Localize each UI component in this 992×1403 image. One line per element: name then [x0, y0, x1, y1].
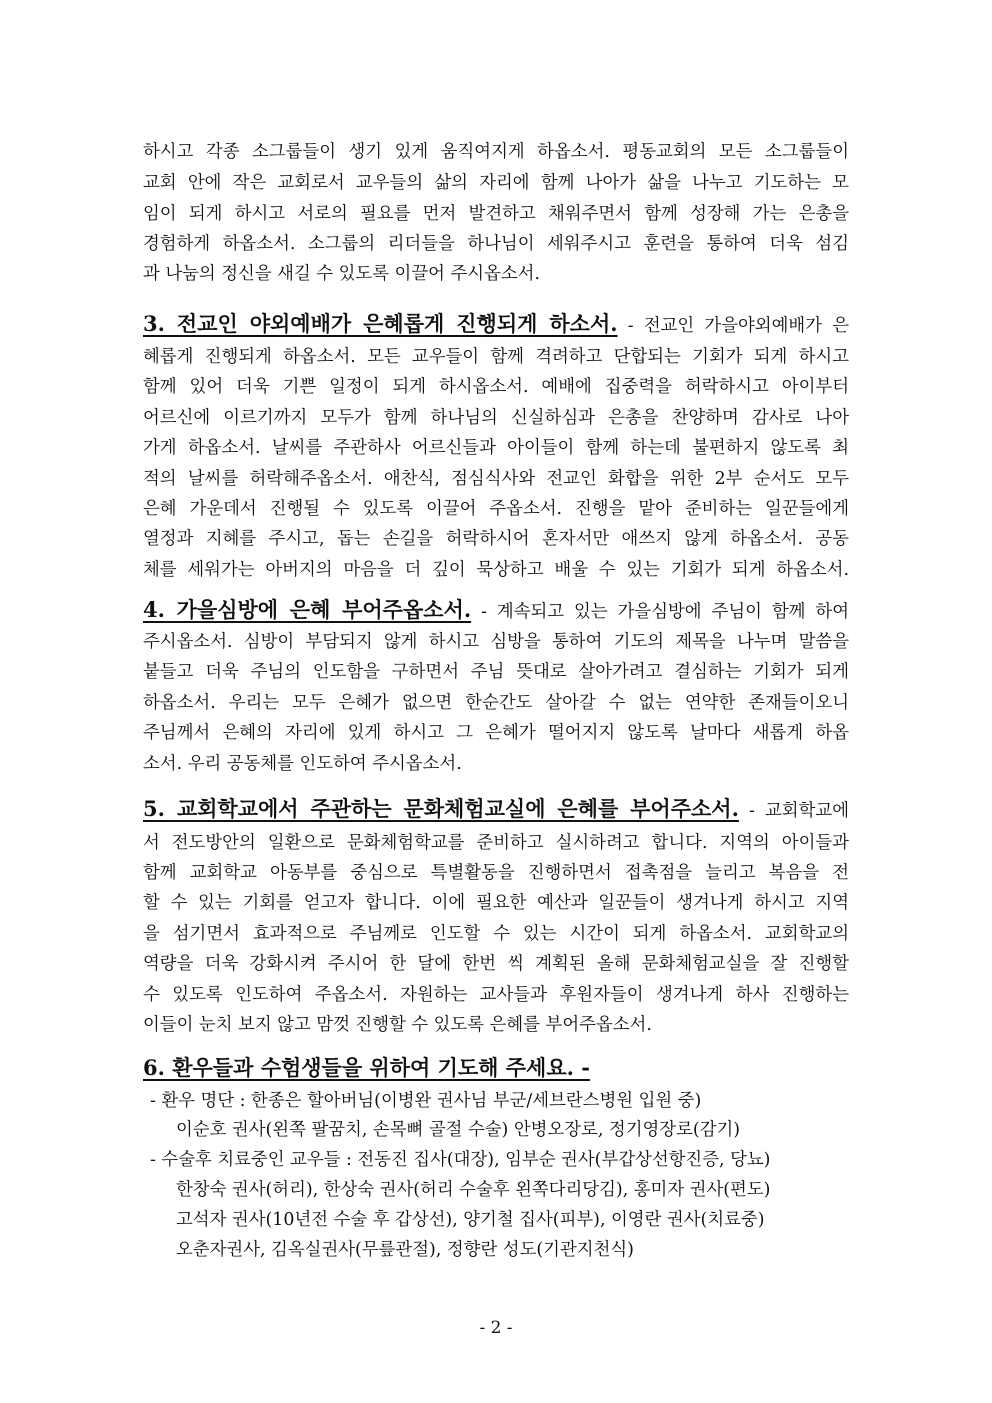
section-heading-line: [143, 1055, 849, 1080]
intro-line: 하시고 각종 소그룹들이 생기 있게 움직여지게 하옵소서. 평동교회의 모든 소그룹들이: [143, 142, 849, 162]
intro-line: 교회 안에 작은 교회로서 교우들의 삶의 자리에 함께 나아가 삶을 나누고 기도하는 모: [143, 173, 849, 193]
section-heading-rest: - 전교인 가을야외예배가 은: [627, 316, 849, 336]
section-line: 역량을 더욱 강화시켜 주시어 한 달에 한번 씩 계획된 올해 문화체험교실을 잘 진행할: [143, 954, 849, 974]
section-line: 어르신에 이르기까지 모두가 함께 하나님의 신실하심과 은총을 찬양하며 감사로 나아: [143, 408, 849, 428]
section-line: 혜롭게 진행되게 하옵소서. 모든 교우들이 함께 격려하고 단합되는 기회가 되게 하시고: [143, 347, 849, 367]
intro-line: 과 나눔의 정신을 새길 수 있도록 이끌어 주시옵소서.: [143, 264, 541, 284]
section-line: 주님께서 은혜의 자리에 있게 하시고 그 은혜가 떨어지지 않도록 날마다 새롭게 하옵: [143, 723, 849, 743]
section-heading-line: [143, 311, 849, 336]
page-number: - 2 -: [479, 1318, 513, 1338]
patients-list-continued: 이순호 권사(왼쪽 팔꿈치, 손목뼈 골절 수술) 안병오장로, 정기영장로(감기): [176, 1120, 741, 1140]
section-heading: 3. 전교인 야외예배가 은혜롭게 진행되게 하소서.: [143, 311, 618, 336]
treatment-list-continued: 고석자 권사(10년전 수술 후 갑상선), 양기철 집사(피부), 이영란 권사(치료중): [176, 1210, 765, 1230]
treatment-list-continued: 한창숙 권사(허리), 한상숙 권사(허리 수술후 왼쪽다리당김), 홍미자 권사(편도): [176, 1180, 771, 1200]
section-heading: 5. 교회학교에서 주관하는 문화체험교실에 은혜를 부어주소서.: [143, 796, 739, 821]
section-heading-rest: - 계속되고 있는 가을심방에 주님이 함께 하여: [481, 602, 850, 622]
section-line: 수 있도록 인도하여 주옵소서. 자원하는 교사들과 후원자들이 생겨나게 하사 진행하는: [143, 985, 849, 1005]
section-line: 할 수 있는 기회를 얻고자 합니다. 이에 필요한 예산과 일꾼들이 생겨나게 하시고 지역: [143, 893, 849, 913]
section-line: 은혜 가운데서 진행될 수 있도록 이끌어 주옵소서. 진행을 맡아 준비하는 일꾼들에게: [143, 499, 849, 519]
section-line: 을 섬기면서 효과적으로 주님께로 인도할 수 있는 시간이 되게 하옵소서. 교회학교의: [143, 924, 849, 944]
section-heading: 4. 가을심방에 은혜 부어주옵소서.: [143, 597, 472, 622]
intro-line: 임이 되게 하시고 서로의 필요를 먼저 발견하고 채워주면서 함께 성장해 가는 은총을: [143, 204, 849, 224]
section-line: 붙들고 더욱 주님의 인도함을 구하면서 주님 뜻대로 살아가려고 결심하는 기회가 되게: [143, 662, 849, 682]
treatment-list: - 수술후 치료중인 교우들 : 전동진 집사(대장), 임부순 권사(부갑상선항진증, 당뇨): [150, 1150, 771, 1170]
patients-list: - 환우 명단 : 한종은 할아버님(이병완 권사님 부군/세브란스병원 입원 중): [150, 1091, 702, 1111]
section-line: 주시옵소서. 심방이 부담되지 않게 하시고 심방을 통하여 기도의 제목을 나누며 말씀을: [143, 632, 849, 652]
section-heading-rest: - 교회학교에: [749, 801, 850, 821]
section-line: 소서. 우리 공동체를 인도하여 주시옵소서.: [143, 754, 462, 774]
section-line: 서 전도방안의 일환으로 문화체험학교를 준비하고 실시하려고 합니다. 지역의 아이들과: [143, 833, 849, 853]
section-heading-line: [143, 597, 850, 622]
treatment-list-continued: 오춘자권사, 김옥실권사(무릎관절), 정향란 성도(기관지천식): [176, 1240, 634, 1260]
intro-line: 경험하게 하옵소서. 소그룹의 리더들을 하나님이 세워주시고 훈련을 통하여 더욱 섬김: [143, 234, 849, 254]
section-line: 함께 있어 더욱 기쁜 일정이 되게 하시옵소서. 예배에 집중력을 허락하시고 아이부터: [143, 377, 849, 397]
section-heading: 6. 환우들과 수험생들을 위하여 기도해 주세요. -: [143, 1055, 590, 1080]
section-line: 체를 세워가는 아버지의 마음을 더 깊이 묵상하고 배울 수 있는 기회가 되게 하옵소서.: [143, 560, 849, 580]
section-line: 하옵소서. 우리는 모두 은혜가 없으면 한순간도 살아갈 수 없는 연약한 존재들이오니: [143, 693, 849, 713]
section-line: 적의 날씨를 허락해주옵소서. 애찬식, 점심식사와 전교인 화합을 위한 2부 순서도 모두: [143, 469, 849, 489]
section-line: 이들이 눈치 보지 않고 맘껏 진행할 수 있도록 은혜를 부어주옵소서.: [143, 1015, 652, 1035]
section-line: 함께 교회학교 아동부를 중심으로 특별활동을 진행하면서 접촉점을 늘리고 복음을 전: [143, 863, 849, 883]
section-heading-line: [143, 796, 850, 821]
section-line: 열정과 지혜를 주시고, 돕는 손길을 허락하시어 혼자서만 애쓰지 않게 하옵소서. 공동: [143, 529, 849, 549]
section-line: 가게 하옵소서. 날씨를 주관하사 어르신들과 아이들이 함께 하는데 불편하지 않도록 최: [143, 438, 849, 458]
